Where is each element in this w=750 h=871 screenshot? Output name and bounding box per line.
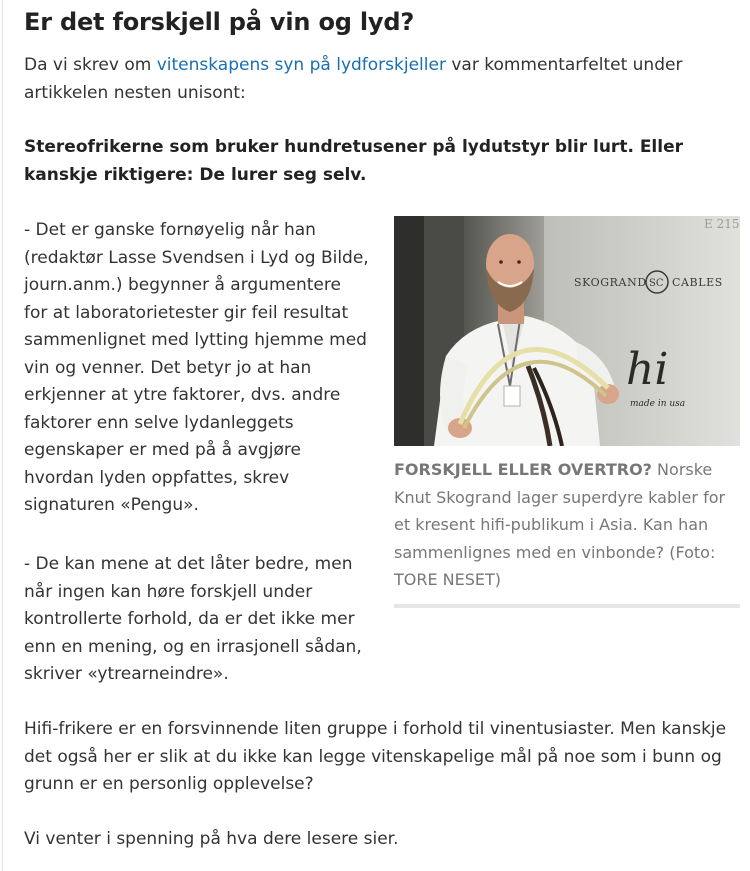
sign-cables-text: CABLES: [672, 276, 723, 289]
photo-illustration: [394, 216, 740, 446]
sign-hi-text: hi: [626, 344, 669, 395]
intro-text-after: var kommentarfeltet under artikkelen nesten unisont:: [24, 55, 683, 103]
reader-comment-pengu: - Det er ganske fornøyelig når han (redaktør Lasse Svendsen i Lyd og Bilde, journ.anm.) begynner å argumentere for at laboratorietester gir feil resultat sammenlignet med lytting hjemme med vin og venner. Det betyr jo at han erkjenner at ytre faktorer, dvs. andre faktorer enn selve lydanleggets egenskaper er med på å avgjøre hvordan lyden oppfattes, skrev signaturen «Pengu».: [24, 220, 369, 515]
intro-paragraph: [24, 52, 724, 107]
caption-text: Norske Knut Skogrand lager superdyre kabler for et kresent hifi-publikum i Asia. Kan han sammenlignes med en vinbonde? (Foto: TORE NESET): [394, 460, 726, 589]
sign-brand-text: SKOGRAND: [574, 276, 647, 289]
caption-heading: FORSKJELL ELLER OVERTRO?: [394, 460, 652, 479]
reader-comment-ytrearneindre: - De kan mene at det låter bedre, men når ingen kan høre forskjell under kontrollerte forhold, da er det ikke mer enn en mening, og en irrasjonell sådan, skriver «ytrearneindre».: [24, 554, 362, 684]
sign-made-text: made in usa: [630, 399, 686, 409]
sign-logo-text: SC: [649, 278, 664, 289]
article-title: Er det forskjell på vin og lyd?: [24, 8, 415, 36]
science-article-link[interactable]: vitenskapens syn på lydforskjeller: [156, 55, 446, 75]
photo-caption: [394, 456, 740, 594]
intro-text-before: Da vi skrev om: [24, 55, 157, 75]
caption-divider: [394, 604, 740, 608]
page-left-border: [2, 0, 3, 871]
booth-number: E 215: [704, 217, 740, 231]
article-figure: [394, 216, 740, 589]
article-photo[interactable]: [394, 216, 740, 446]
body-paragraph-closing: Vi venter i spenning på hva dere lesere sier.: [24, 829, 399, 849]
lead-quote: Stereofrikerne som bruker hundretusener på lydutstyr blir lurt. Eller kanskje riktigere: De lurer seg selv.: [24, 137, 683, 185]
body-paragraph-hifi: Hifi-frikere er en forsvinnende liten gruppe i forhold til vinentusiaster. Men kanskje det også her er slik at du ikke kan legge vitenskapelige mål på noe som i bunn og grunn er en personlig opplevelse?: [24, 719, 727, 794]
